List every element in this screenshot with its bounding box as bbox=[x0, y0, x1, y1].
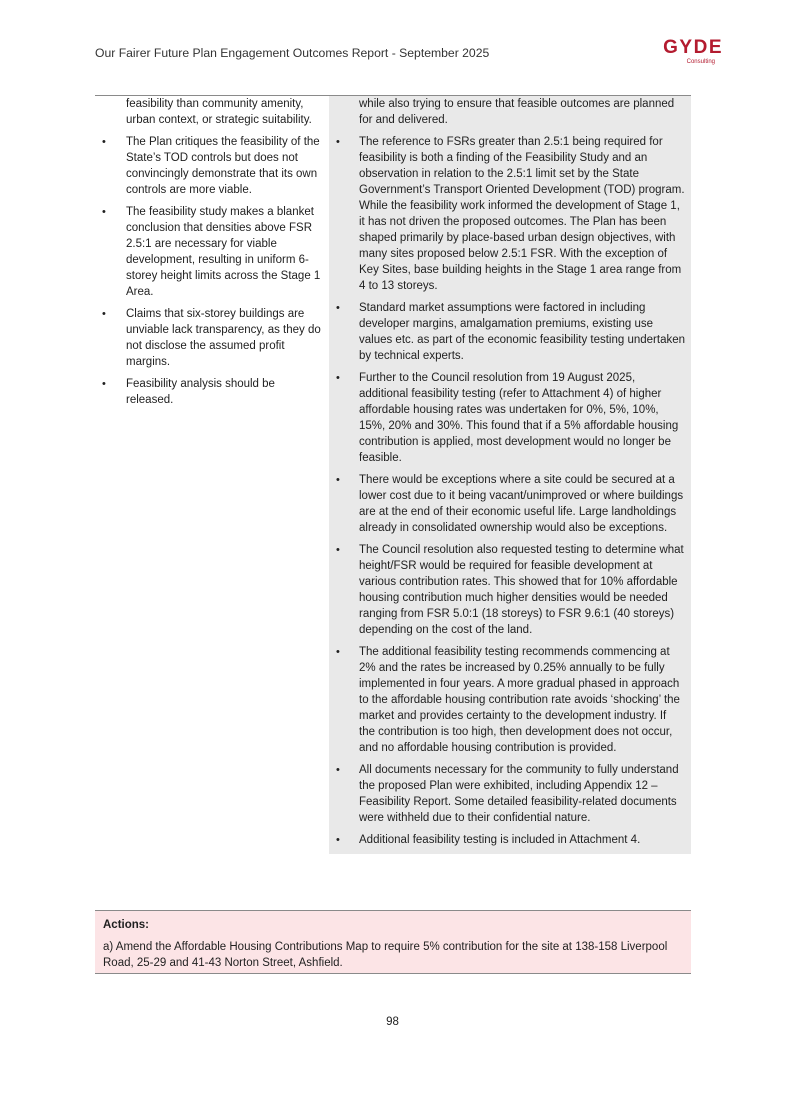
bullet-icon: • bbox=[102, 136, 106, 148]
list-item: • The additional feasibility testing recommends commencing at 2% and the rates be increased by 0.25% annually to be fully implemented in four years. A more gradual phased in approach to the affordable housing contribution rate avoids ‘shocking’ the market and provides certainty to the development industry. If the contribution is too high, then development does not occur, and no affordable housing contribution is provided. bbox=[336, 646, 680, 754]
bullet-icon: • bbox=[336, 474, 340, 486]
bullet-icon: • bbox=[336, 302, 340, 314]
actions-text: a) Amend the Affordable Housing Contributions Map to require 5% contribution for the site at 138-158 Liverpool Road, 25-29 and 41-43 Norton Street, Ashfield. bbox=[103, 941, 668, 969]
list-item: • The Council resolution also requested testing to determine what height/FSR would be required for feasible development at various contribution rates. This showed that for 10% affordable housing contribution much higher densities would be needed ranging from FSR 5.0:1 (18 storeys) to FSR 9.6:1 (40 storeys) depending on the cost of the land. bbox=[336, 544, 684, 636]
gyde-logo bbox=[636, 38, 728, 70]
bullet-icon: • bbox=[102, 378, 106, 390]
list-item: • Claims that six-storey buildings are unviable lack transparency, as they do not disclose the assumed profit margins. bbox=[102, 308, 321, 368]
response-list bbox=[329, 134, 691, 848]
submissions-response-table bbox=[95, 95, 691, 854]
page-number: 98 bbox=[386, 1016, 399, 1028]
list-item: • The feasibility study makes a blanket conclusion that densities above FSR 2.5:1 are necessary for viable development, resulting in uniform 6-storey height limits across the Stage 1 Area. bbox=[102, 206, 321, 298]
list-item: • Further to the Council resolution from 19 August 2025, additional feasibility testing (refer to Attachment 4) of higher affordable housing rates was undertaken for 0%, 5%, 10%, 15%, 20% and 30%. This found that if a 5% affordable housing contribution is applied, most development would no longer be feasible. bbox=[336, 372, 679, 464]
logo-subtext: Consulting bbox=[686, 59, 715, 65]
bullet-icon: • bbox=[336, 764, 340, 776]
bullet-icon: • bbox=[336, 372, 340, 384]
bullet-icon: • bbox=[336, 544, 340, 556]
list-item: • Feasibility analysis should be released. bbox=[102, 378, 275, 406]
page-header-title: Our Fairer Future Plan Engagement Outcomes Report - September 2025 bbox=[95, 46, 490, 60]
list-item: • All documents necessary for the community to fully understand the proposed Plan were exhibited, including Appendix 12 – Feasibility Report. Some detailed feasibility-related documents were withheld due to their confidential nature. bbox=[336, 764, 679, 824]
actions-box bbox=[95, 910, 691, 974]
bullet-icon: • bbox=[102, 308, 106, 320]
issues-list bbox=[95, 134, 329, 408]
list-item: • Additional feasibility testing is included in Attachment 4. bbox=[336, 834, 641, 846]
bullet-icon: • bbox=[336, 834, 340, 846]
actions-heading: Actions: bbox=[103, 919, 149, 931]
list-item: • The Plan critiques the feasibility of the State’s TOD controls but does not convincingly demonstrate that its own controls are more viable. bbox=[102, 136, 320, 196]
list-item: • There would be exceptions where a site could be secured at a lower cost due to it being vacant/unimproved or where buildings are at the end of their economic useful life. Large landholdings already in consolidated ownership would also be exceptions. bbox=[336, 474, 684, 534]
list-item: • Standard market assumptions were factored in including developer margins, amalgamation premiums, existing use values etc. as part of the economic feasibility testing undertaken by technical experts. bbox=[336, 302, 686, 362]
continued-text: feasibility than community amenity, urban context, or strategic suitability. bbox=[126, 98, 312, 126]
bullet-icon: • bbox=[336, 646, 340, 658]
table-row bbox=[95, 96, 691, 855]
bullet-icon: • bbox=[102, 206, 106, 218]
logo-wordmark: GYDE bbox=[663, 37, 723, 58]
list-item: • The reference to FSRs greater than 2.5:1 being required for feasibility is both a finding of the Feasibility Study and an observation in relation to the 2.5:1 limit set by the State Government’s Transport Oriented Development (TOD) program. While the feasibility work informed the development of Stage 1, it has not driven the proposed outcomes. The Plan has been shaped primarily by place-based urban design objectives, with many sites proposed below 2.5:1 FSR. With the exception of Key Sites, base building heights in the Stage 1 area range from 4 to 13 storeys. bbox=[336, 136, 685, 292]
continued-text: while also trying to ensure that feasible outcomes are planned for and delivered. bbox=[359, 98, 675, 126]
bullet-icon: • bbox=[336, 136, 340, 148]
issues-column bbox=[95, 96, 329, 855]
response-column bbox=[329, 96, 691, 855]
